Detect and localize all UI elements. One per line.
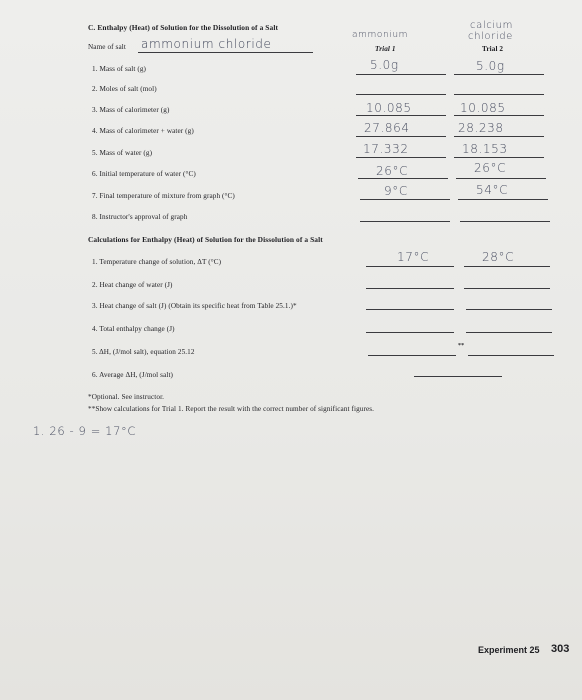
calc-line-t1-r2 xyxy=(366,288,454,289)
line-t1-r3 xyxy=(356,115,446,116)
value-t1-mass-salt: 5.0g xyxy=(370,58,399,72)
row-instructor-approval-label: 8. Instructor's approval of graph xyxy=(92,213,188,221)
value-t2-mass-calorimeter: 10.085 xyxy=(460,101,506,115)
calculations-title: Calculations for Enthalpy (Heat) of Solution for the Dissolution of a Salt xyxy=(88,235,323,244)
line-t2-r4 xyxy=(454,136,544,137)
calc-line-t1-r5 xyxy=(368,355,456,356)
calc-row-heat-water-label: 2. Heat change of water (J) xyxy=(92,281,173,289)
value-t2-mass-salt: 5.0g xyxy=(476,59,505,73)
line-t1-r8 xyxy=(360,221,450,222)
trial2-salt-handwritten-line1: calcium xyxy=(470,20,513,31)
trial2-header: Trial 2 xyxy=(482,45,504,53)
trial1-salt-handwritten: ammonium xyxy=(352,30,409,40)
calc-line-t1-r4 xyxy=(366,332,454,333)
line-t2-r6 xyxy=(456,178,546,179)
line-t2-r1 xyxy=(454,74,544,75)
trial2-salt-handwritten-line2: chloride xyxy=(468,31,513,42)
name-of-salt-value: ammonium chloride xyxy=(141,37,272,51)
value-t1-initial-temp: 26°C xyxy=(376,164,409,178)
calc-value-t2-delta-t: 28°C xyxy=(482,250,515,264)
line-t1-r2 xyxy=(356,94,446,95)
line-t2-r5 xyxy=(454,157,544,158)
row-moles-of-salt-label: 2. Moles of salt (mol) xyxy=(92,85,157,93)
line-t1-r4 xyxy=(356,136,446,137)
line-t1-r1 xyxy=(356,74,446,75)
line-t1-r7 xyxy=(360,199,450,200)
line-t2-r8 xyxy=(460,221,550,222)
value-t1-mass-water: 17.332 xyxy=(363,142,409,156)
note-optional: *Optional. See instructor. xyxy=(88,393,165,401)
value-t1-mass-calorimeter: 10.085 xyxy=(366,101,412,115)
row-initial-temp-label: 6. Initial temperature of water (°C) xyxy=(92,170,196,178)
footer-experiment: Experiment 25 xyxy=(478,645,540,655)
value-t2-mass-calorimeter-water: 28.238 xyxy=(458,121,504,135)
calc-line-average xyxy=(414,376,502,377)
double-star-mark: ** xyxy=(458,343,465,349)
calc-row-average-delta-h-label: 6. Average ΔH, (J/mol salt) xyxy=(92,371,174,379)
calc-row-delta-t-label: 1. Temperature change of solution, ΔT (°C) xyxy=(92,258,222,266)
trial1-header: Trial 1 xyxy=(375,45,396,53)
section-c-title: C. Enthalpy (Heat) of Solution for the Dissolution of a Salt xyxy=(88,23,279,32)
line-t2-r7 xyxy=(458,199,548,200)
line-t1-r6 xyxy=(358,178,448,179)
row-mass-water-label: 5. Mass of water (g) xyxy=(92,149,153,157)
name-of-salt-line xyxy=(138,52,313,53)
calc-line-t2-r5 xyxy=(468,355,554,356)
calc-line-t2-r3 xyxy=(466,309,552,310)
calc-row-delta-h-label: 5. ΔH, (J/mol salt), equation 25.12 xyxy=(92,348,195,356)
line-t1-r5 xyxy=(356,157,446,158)
calc-row-heat-salt-label: 3. Heat change of salt (J) (Obtain its specific heat from Table 25.1.)* xyxy=(92,302,297,310)
row-mass-calorimeter-label: 3. Mass of calorimeter (g) xyxy=(92,106,170,114)
value-t2-initial-temp: 26°C xyxy=(474,161,507,175)
name-of-salt-label: Name of salt xyxy=(88,43,126,51)
value-t1-final-temp: 9°C xyxy=(384,184,408,198)
value-t2-mass-water: 18.153 xyxy=(462,142,508,156)
line-t2-r2 xyxy=(454,94,544,95)
row-mass-of-salt-label: 1. Mass of salt (g) xyxy=(92,65,147,73)
row-final-temp-label: 7. Final temperature of mixture from graph (°C) xyxy=(92,192,235,200)
row-mass-calorimeter-water-label: 4. Mass of calorimeter + water (g) xyxy=(92,127,194,135)
calc-line-t2-r2 xyxy=(464,288,550,289)
footer-page-number: 303 xyxy=(551,643,570,655)
calc-line-t1-r1 xyxy=(366,266,454,267)
line-t2-r3 xyxy=(454,115,544,116)
calc-line-t2-r4 xyxy=(466,332,552,333)
value-t2-final-temp: 54°C xyxy=(476,183,509,197)
calc-line-t1-r3 xyxy=(366,309,454,310)
note-show-calculations: **Show calculations for Trial 1. Report the result with the correct number of significant figures. xyxy=(88,405,375,413)
calc-value-t1-delta-t: 17°C xyxy=(397,250,430,264)
calc-line-t2-r1 xyxy=(464,266,550,267)
value-t1-mass-calorimeter-water: 27.864 xyxy=(364,121,410,135)
handwritten-calculation: 1. 26 - 9 = 17°C xyxy=(33,424,136,438)
calc-row-total-enthalpy-label: 4. Total enthalpy change (J) xyxy=(92,325,175,333)
